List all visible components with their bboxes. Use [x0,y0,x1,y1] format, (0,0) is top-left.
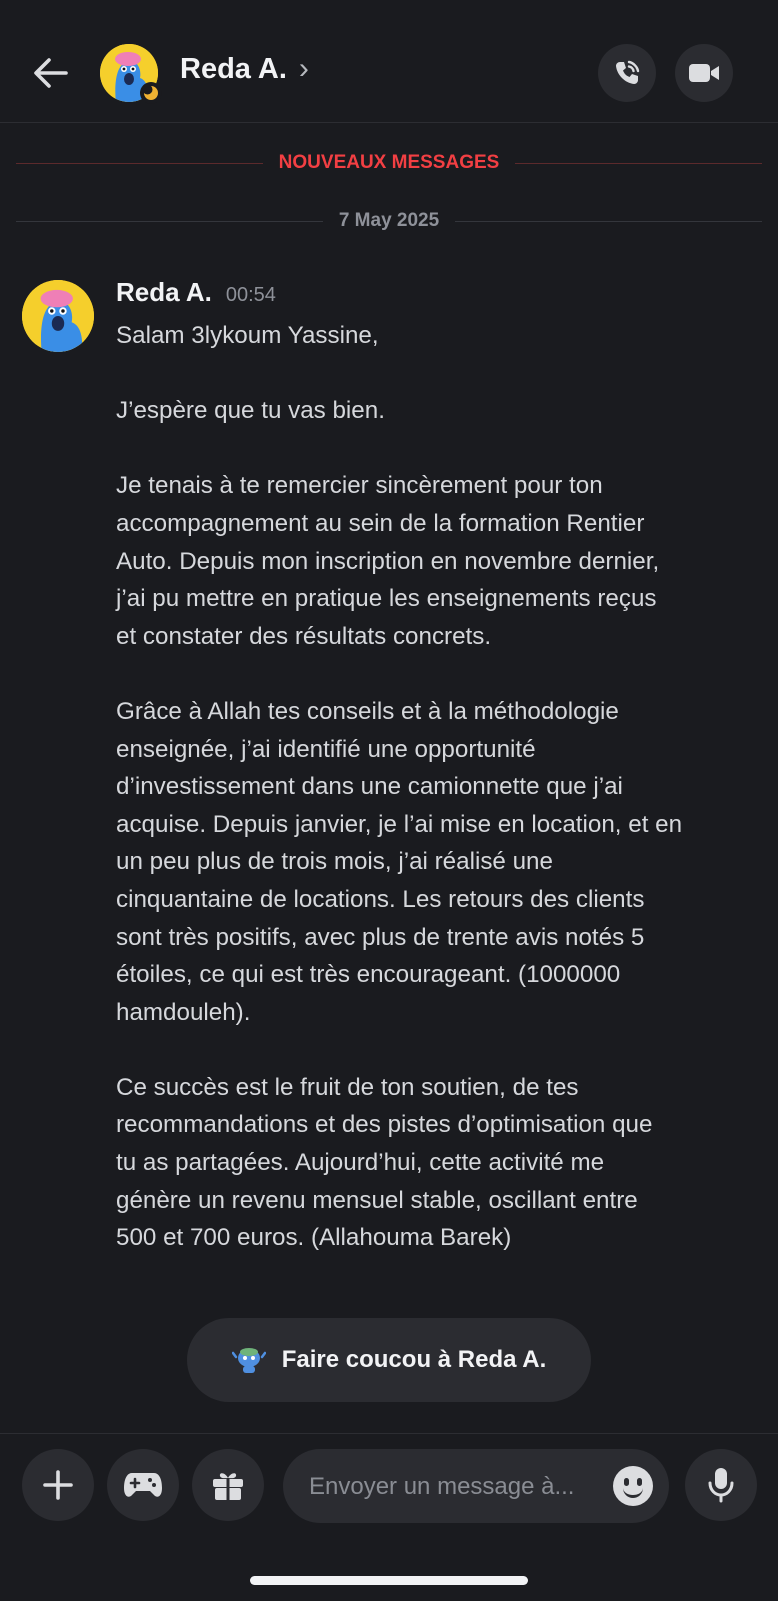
avatar[interactable] [100,44,158,102]
voice-call-button[interactable] [598,44,656,102]
divider-line [16,221,323,222]
divider-line [16,163,263,164]
message-content [116,317,756,1257]
divider-line [515,163,762,164]
message-timestamp: 00:54 [225,284,276,306]
date-divider [16,210,762,232]
message-paragraph: J’espère que tu vas bien. [116,397,385,425]
message-paragraph: Grâce à Allah tes conseils et à la méthodologie enseignée, j’ai identifié une opportunité d’investissement dans une camionnette que j’ai acquise. Depuis janvier, je l’ai mise en location, et en un peu plus de trois mois, j’ai réalisé une cinquantaine de locations. Les retours des clients sont très positifs, avec plus de trente avis notés 5 étoiles, ce qui est très encourageant. (1000000 hamdouleh). [116,697,683,1026]
back-arrow-icon [32,56,70,90]
gift-icon [211,1468,245,1502]
voice-message-button[interactable] [685,1449,757,1521]
channel-title[interactable] [180,52,309,86]
avatar-icon [22,280,94,352]
back-button[interactable] [28,50,74,96]
message-paragraph: Salam 3lykoum Yassine, [116,322,379,349]
message-author[interactable]: Reda A. [116,277,212,307]
new-messages-label: NOUVEAUX MESSAGES [278,152,500,173]
gamepad-icon [123,1470,163,1500]
username: Reda A. [180,52,287,85]
divider-line [455,221,762,222]
top-bar [0,0,778,123]
message-paragraph: Je tenais à te remercier sincèrement pour ton accompagnement au sein de la formation Rentier Auto. Depuis mon inscription en novembre dernier, j’ai pu mettre en pratique les enseignements reçus et constater des résultats concrets. [116,472,660,650]
gift-button[interactable] [192,1449,264,1521]
idle-status-icon [140,82,162,104]
plus-icon [42,1469,74,1501]
home-indicator[interactable] [250,1576,528,1585]
wumpus-wave-icon [232,1345,266,1375]
message-paragraph: Ce succès est le fruit de ton soutien, de tes recommandations et des pistes d’optimisation que tu as partagées. Aujourd’hui, cette activité me génère un revenu mensuel stable, oscillant entre 500 et 700 euros. (Allahouma Barek) [116,1073,653,1252]
phone-call-icon [612,58,642,88]
wave-button[interactable] [187,1318,591,1402]
message-header [116,277,276,308]
new-messages-divider [16,152,762,174]
message-input-box [283,1449,669,1523]
video-camera-icon [688,61,720,85]
wave-label: Faire coucou à Reda A. [281,1346,547,1373]
chevron-right-icon: › [298,52,309,85]
attach-button[interactable] [22,1449,94,1521]
microphone-icon [707,1467,735,1503]
emoji-icon[interactable] [613,1466,653,1506]
date-label: 7 May 2025 [338,210,440,231]
activities-button[interactable] [107,1449,179,1521]
message-input[interactable] [307,1449,611,1525]
video-call-button[interactable] [675,44,733,102]
message-avatar[interactable] [22,280,94,352]
